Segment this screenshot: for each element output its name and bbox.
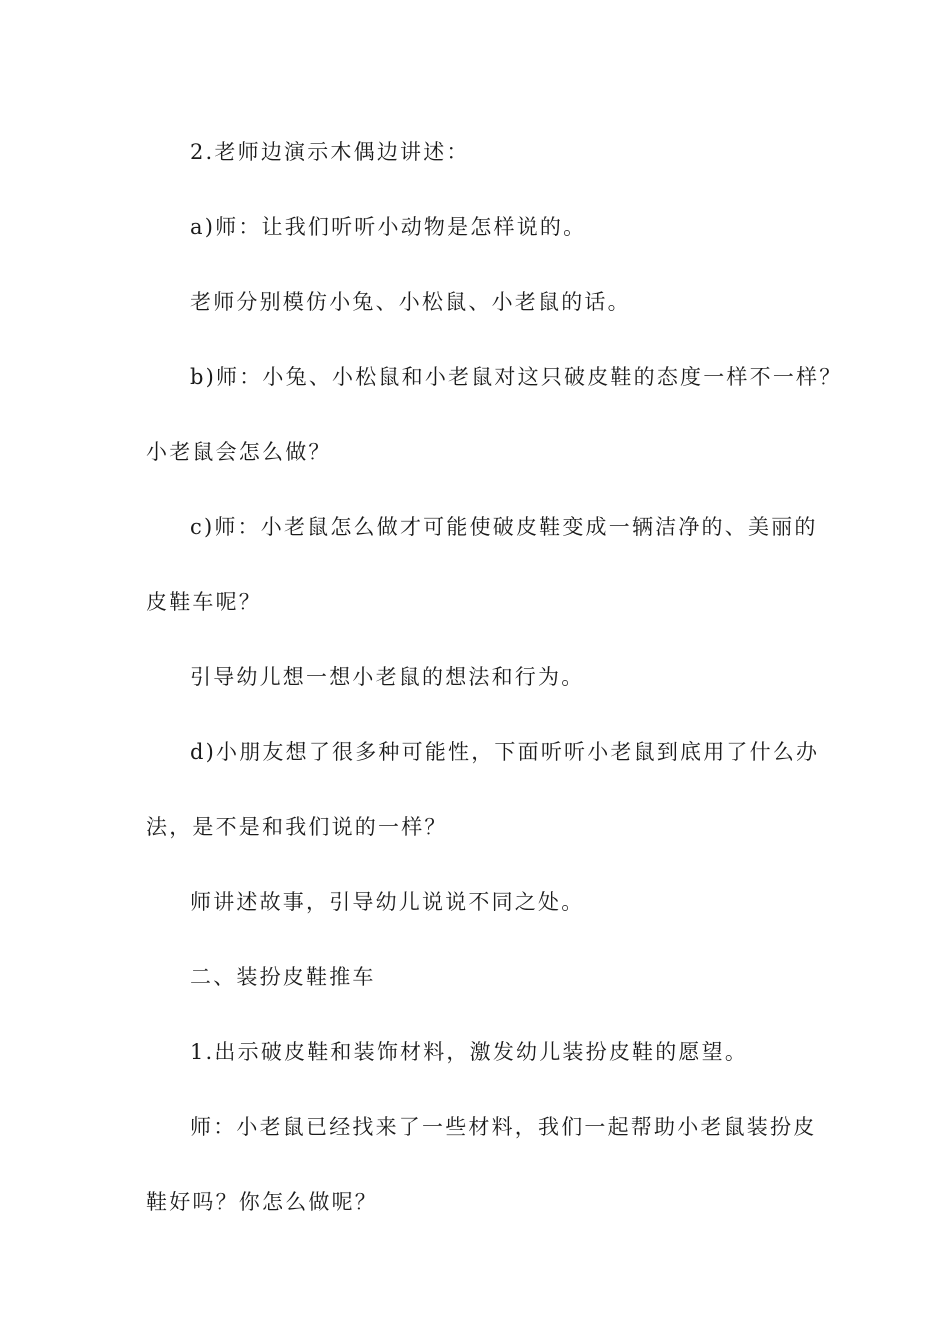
- text-line-5: 小老鼠会怎么做？: [146, 440, 332, 464]
- text-line-7: 皮鞋车呢？: [146, 590, 262, 614]
- text-line-13: 1.出示破皮鞋和装饰材料，激发幼儿装扮皮鞋的愿望。: [190, 1040, 749, 1064]
- text-line-11: 师讲述故事，引导幼儿说说不同之处。: [190, 890, 585, 914]
- text-line-14: 师：小老鼠已经找来了一些材料，我们一起帮助小老鼠装扮皮: [190, 1115, 817, 1139]
- text-line-10: 法，是不是和我们说的一样？: [146, 815, 448, 839]
- text-line-4: b)师：小兔、小松鼠和小老鼠对这只破皮鞋的态度一样不一样？: [190, 365, 843, 389]
- text-line-8: 引导幼儿想一想小老鼠的想法和行为。: [190, 665, 585, 689]
- text-line-1: 2.老师边演示木偶边讲述：: [190, 140, 470, 164]
- section-heading: 二、装扮皮鞋推车: [190, 965, 376, 989]
- text-line-2: a)师：让我们听听小动物是怎样说的。: [190, 215, 587, 239]
- text-line-3: 老师分别模仿小兔、小松鼠、小老鼠的话。: [190, 290, 631, 314]
- text-line-15: 鞋好吗？你怎么做呢？: [146, 1190, 378, 1214]
- text-line-9: d)小朋友想了很多种可能性，下面听听小老鼠到底用了什么办: [190, 740, 820, 764]
- text-line-6: c)师：小老鼠怎么做才可能使破皮鞋变成一辆洁净的、美丽的: [190, 515, 818, 539]
